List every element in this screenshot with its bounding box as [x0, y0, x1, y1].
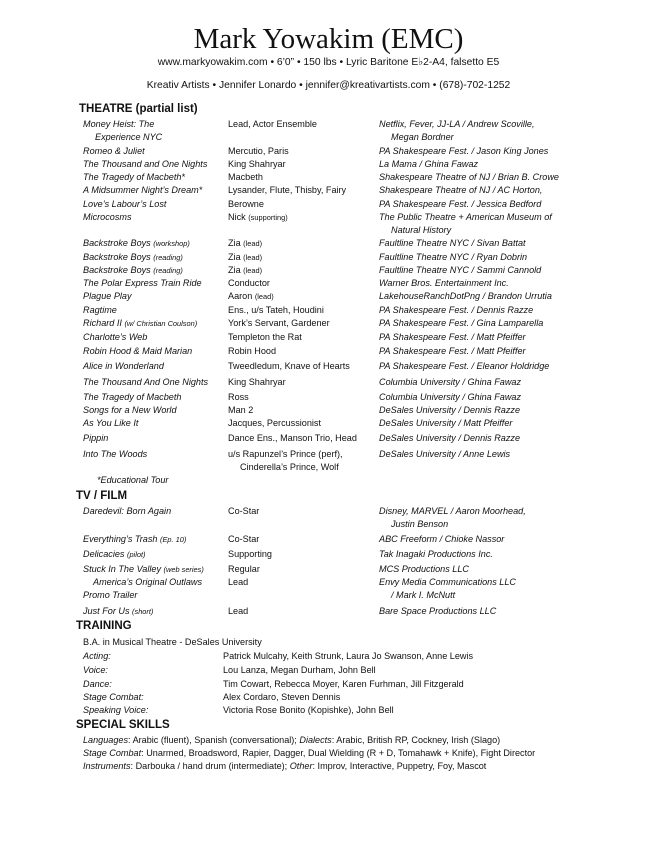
credit-company-text: Bare Space Productions LLC	[379, 606, 497, 616]
credit-company	[391, 589, 455, 602]
credit-row	[0, 360, 657, 372]
credit-show	[97, 474, 168, 487]
credit-row	[0, 404, 657, 416]
credit-show	[83, 251, 183, 264]
training-label: Voice:	[83, 665, 108, 675]
credit-show-text: Everything’s Trash	[83, 534, 158, 544]
skills-heading: SPECIAL SKILLS	[76, 719, 170, 731]
credit-role	[228, 533, 259, 546]
credit-row	[0, 417, 657, 429]
training-value: Alex Cordaro, Steven Dennis	[223, 692, 341, 702]
training-label: Dance:	[83, 679, 112, 689]
credit-show	[83, 548, 145, 561]
credit-role	[228, 376, 286, 389]
credit-company-text: PA Shakespeare Fest. / Jason King Jones	[379, 146, 549, 156]
credit-show-text: Into The Woods	[83, 449, 148, 459]
credit-role-text: Supporting	[228, 549, 272, 559]
credit-row	[0, 533, 657, 545]
credit-show-note: (web series)	[163, 565, 204, 574]
training-value: Tim Cowart, Rebecca Moyer, Karen Furhman, Jill Fitzgerald	[223, 679, 464, 689]
credit-row	[0, 563, 657, 575]
training-degree	[0, 636, 657, 648]
credit-role-text: Dance Ens., Manson Trio, Head	[228, 433, 357, 443]
credit-row	[0, 448, 657, 460]
credit-role	[228, 417, 321, 430]
credit-company	[379, 448, 510, 461]
credit-role-text: Nick	[228, 212, 246, 222]
credit-show-text: *Educational Tour	[97, 475, 169, 485]
credit-role-note: (lead)	[254, 292, 274, 301]
credit-company-text: DeSales University / Dennis Razze	[379, 405, 521, 415]
credit-company-text: Columbia University / Ghina Fawaz	[379, 377, 522, 387]
credit-row	[0, 548, 657, 560]
credit-show-text: The Tragedy of Macbeth*	[83, 172, 185, 182]
credit-company-text: PA Shakespeare Fest. / Jessica Bedford	[379, 199, 542, 209]
credit-row	[0, 331, 657, 343]
credit-show	[83, 158, 207, 171]
credit-show-text: Stuck In The Valley	[83, 564, 162, 574]
credit-show-text: Money Heist: The	[83, 119, 155, 129]
credit-show-text: Romeo & Juliet	[83, 146, 145, 156]
contact-line-agency: Kreativ Artists • Jennifer Lonardo • jennifer@kreativartists.com • (678)-702-1252	[146, 80, 511, 91]
credit-company	[379, 304, 533, 317]
credit-company	[391, 131, 454, 144]
credit-role	[228, 505, 259, 518]
credit-role	[228, 304, 324, 317]
credit-show	[83, 290, 132, 303]
credit-row	[0, 131, 657, 143]
credit-role-text: Zia	[228, 265, 241, 275]
credit-row	[0, 461, 657, 473]
credit-company-text: Natural History	[391, 225, 452, 235]
credit-company-text: DeSales University / Matt Pfeiffer	[379, 418, 513, 428]
credit-company-text: Tak Inagaki Productions Inc.	[379, 549, 493, 559]
credit-role-text: Berowne	[228, 199, 264, 209]
skills-line-stage-combat	[83, 747, 535, 759]
credit-company-text: Netflix, Fever, JJ-LA / Andrew Scoville,	[379, 119, 535, 129]
credit-role-note: (supporting)	[248, 213, 288, 222]
credit-show	[83, 417, 138, 430]
credit-role-text: Ross	[228, 392, 249, 402]
credit-company	[379, 391, 521, 404]
credit-show	[93, 576, 202, 589]
training-row	[0, 691, 657, 703]
credit-company	[379, 345, 526, 358]
credit-row	[0, 576, 657, 588]
credit-show	[83, 605, 153, 618]
credit-company-text: Faultline Theatre NYC / Sivan Battat	[379, 238, 526, 248]
credit-row	[0, 277, 657, 289]
credit-row	[0, 304, 657, 316]
credit-role-text: York’s Servant, Gardener	[228, 318, 330, 328]
credit-show	[83, 391, 181, 404]
credit-show-note: (reading)	[153, 266, 183, 275]
credit-role-text: Conductor	[228, 278, 270, 288]
credit-row	[0, 605, 657, 617]
credit-show	[83, 277, 202, 290]
credit-show	[83, 432, 108, 445]
credit-role	[228, 331, 302, 344]
credit-show-text: The Polar Express Train Ride	[83, 278, 202, 288]
credit-role	[228, 548, 272, 561]
credit-show-text: Alice in Wonderland	[83, 361, 164, 371]
skill-label: Other	[289, 761, 313, 771]
credit-row	[0, 171, 657, 183]
credit-company-text: DeSales University / Anne Lewis	[379, 449, 511, 459]
credit-company	[379, 198, 541, 211]
credit-role-text: Robin Hood	[228, 346, 277, 356]
credit-company-text: Disney, MARVEL / Aaron Moorhead,	[379, 506, 526, 516]
credit-row	[0, 290, 657, 302]
credit-role	[228, 277, 270, 290]
credit-show	[83, 304, 117, 317]
credit-company	[379, 290, 552, 303]
training-label: Speaking Voice:	[83, 705, 149, 715]
training-row	[0, 678, 657, 690]
credit-company	[379, 605, 496, 618]
credit-role	[228, 198, 264, 211]
credit-row	[0, 505, 657, 517]
credit-row	[0, 237, 657, 249]
credit-role	[228, 605, 248, 618]
credit-role	[228, 576, 248, 589]
credit-show	[95, 131, 162, 144]
credit-company-text: / Mark I. McNutt	[391, 590, 456, 600]
credit-show-note: (pilot)	[126, 550, 146, 559]
credit-show-text: Backstroke Boys	[83, 265, 151, 275]
credit-company	[379, 505, 526, 518]
credit-company-text: Megan Bordner	[391, 132, 454, 142]
credit-show	[83, 448, 147, 461]
credit-company	[379, 331, 526, 344]
credit-role	[228, 237, 262, 250]
credit-show-text: Daredevil: Born Again	[83, 506, 172, 516]
credit-role	[228, 432, 357, 445]
credit-role	[228, 184, 346, 197]
credit-company-text: PA Shakespeare Fest. / Matt Pfeiffer	[379, 346, 526, 356]
training-value: Victoria Rose Bonito (Kopishke), John Bell	[223, 705, 394, 715]
credit-row	[0, 184, 657, 196]
credit-show	[83, 376, 208, 389]
credit-show	[83, 345, 192, 358]
credit-role-text: King Shahryar	[228, 159, 286, 169]
credit-role	[228, 118, 317, 131]
credit-role-text: Zia	[228, 252, 241, 262]
credit-company	[379, 432, 520, 445]
credit-show	[83, 171, 185, 184]
credit-company-text: DeSales University / Dennis Razze	[379, 433, 521, 443]
credit-show-text: Pippin	[83, 433, 109, 443]
credit-role-note: (lead)	[243, 239, 263, 248]
credit-role-text: Templeton the Rat	[228, 332, 302, 342]
credit-company	[379, 404, 520, 417]
credit-role	[228, 317, 330, 330]
credit-row	[0, 518, 657, 530]
credit-role	[228, 404, 253, 417]
credit-show-note: (workshop)	[153, 239, 190, 248]
credit-role-text: Jacques, Percussionist	[228, 418, 322, 428]
training-label: Stage Combat:	[83, 692, 144, 702]
credit-show-text: The Tragedy of Macbeth	[83, 392, 182, 402]
credit-company	[379, 417, 512, 430]
credit-role	[228, 360, 350, 373]
credit-role-text: Ens., u/s Tateh, Houdini	[228, 305, 324, 315]
skill-text: : Arabic, British RP, Cockney, Irish (Slago)	[331, 735, 501, 745]
credit-show-text: Richard II	[83, 318, 122, 328]
credit-company-text: MCS Productions LLC	[379, 564, 469, 574]
credit-company-text: La Mama / Ghina Fawaz	[379, 159, 479, 169]
credit-show	[83, 331, 147, 344]
credit-show	[83, 563, 204, 576]
credit-role-text: Tweedledum, Knave of Hearts	[228, 361, 350, 371]
credit-show-note: (w/ Christian Coulson)	[124, 319, 198, 328]
credit-company	[379, 171, 559, 184]
skill-text: : Improv, Interactive, Puppetry, Foy, Mascot	[312, 761, 487, 771]
training-row	[0, 704, 657, 716]
credit-row	[0, 474, 657, 486]
credit-show	[83, 589, 137, 602]
credit-row	[0, 345, 657, 357]
credit-show-text: Backstroke Boys	[83, 252, 151, 262]
credit-role	[228, 391, 249, 404]
credit-show	[83, 211, 132, 224]
credit-row	[0, 589, 657, 601]
credit-show-text: Robin Hood & Maid Marian	[83, 346, 193, 356]
skill-text: : Unarmed, Broadsword, Rapier, Dagger, Dual Wielding (R + D, Tomahawk + Knife), Fight Director	[141, 748, 536, 758]
credit-show-text: Ragtime	[83, 305, 117, 315]
credit-show-text: America’s Original Outlaws	[93, 577, 202, 587]
credit-company	[379, 360, 549, 373]
credit-company-text: Faultline Theatre NYC / Ryan Dobrin	[379, 252, 528, 262]
credit-show-text: Promo Trailer	[83, 590, 138, 600]
credit-show	[83, 505, 171, 518]
credit-role-text: Lysander, Flute, Thisby, Fairy	[228, 185, 347, 195]
credit-role-note: (lead)	[243, 266, 263, 275]
credit-role	[228, 171, 263, 184]
credit-role	[228, 264, 262, 277]
credit-role	[228, 563, 260, 576]
credit-show-text: Backstroke Boys	[83, 238, 151, 248]
actor-name: Mark Yowakim (EMC)	[193, 23, 464, 55]
credit-show	[83, 184, 202, 197]
credit-company-text: Shakespeare Theatre of NJ / AC Horton,	[379, 185, 543, 195]
credit-company-text: Shakespeare Theatre of NJ / Brian B. Crowe	[379, 172, 559, 182]
credit-show	[83, 264, 183, 277]
credit-row	[0, 198, 657, 210]
training-value: Patrick Mulcahy, Keith Strunk, Laura Jo Swanson, Anne Lewis	[223, 651, 474, 661]
credit-role-text: Man 2	[228, 405, 254, 415]
credit-company	[379, 563, 469, 576]
credit-role	[228, 211, 288, 224]
credit-company	[391, 224, 451, 237]
credit-role	[228, 145, 289, 158]
credit-show-text: The Thousand and One Nights	[83, 159, 208, 169]
credit-role-text: Lead	[228, 606, 249, 616]
credit-row	[0, 391, 657, 403]
credit-company	[379, 277, 509, 290]
credit-show	[83, 118, 154, 131]
contact-line-website: www.markyowakim.com • 6’0” • 150 lbs • Lyric Baritone E♭2-A4, falsetto E5	[157, 57, 500, 68]
credit-row	[0, 317, 657, 329]
credit-company-text: Envy Media Communications LLC	[379, 577, 516, 587]
credit-company	[391, 518, 448, 531]
training-label: Acting:	[83, 651, 111, 661]
credit-show	[83, 145, 145, 158]
credit-company	[379, 317, 543, 330]
credit-role-text: Macbeth	[228, 172, 263, 182]
credit-show	[83, 404, 177, 417]
credit-row	[0, 145, 657, 157]
credit-show-text: Songs for a New World	[83, 405, 177, 415]
credit-company-text: Faultline Theatre NYC / Sammi Cannold	[379, 265, 542, 275]
credit-company-text: ABC Freeform / Chioke Nassor	[379, 534, 505, 544]
credit-role-text: Cinderella’s Prince, Wolf	[240, 462, 339, 472]
skill-text: : Darbouka / hand drum (intermediate);	[130, 761, 290, 771]
credit-show-note: (reading)	[153, 253, 183, 262]
credit-row	[0, 264, 657, 276]
credit-show	[83, 317, 197, 330]
training-row	[0, 650, 657, 662]
credit-row	[0, 224, 657, 236]
credit-company-text: Justin Benson	[391, 519, 449, 529]
credit-row	[0, 211, 657, 223]
credit-company-text: The Public Theatre + American Museum of	[379, 212, 552, 222]
credit-show-note: (short)	[132, 607, 154, 616]
credit-show-text: A Midsummer Night’s Dream*	[83, 185, 203, 195]
skill-label: Dialects	[299, 735, 332, 745]
skills-line-languages	[83, 734, 500, 746]
credit-role-text: Mercutio, Paris	[228, 146, 289, 156]
skill-label: Instruments	[83, 761, 131, 771]
credit-role-text: Lead, Actor Ensemble	[228, 119, 317, 129]
credit-role-note: (lead)	[243, 253, 263, 262]
credit-company	[379, 237, 526, 250]
credit-row	[0, 118, 657, 130]
credit-show	[83, 237, 190, 250]
credit-company-text: PA Shakespeare Fest. / Matt Pfeiffer	[379, 332, 526, 342]
credit-role	[228, 158, 286, 171]
training-row	[0, 664, 657, 676]
credit-role-text: Co-Star	[228, 534, 260, 544]
credit-company	[379, 548, 493, 561]
credit-company-text: Warner Bros. Entertainment Inc.	[379, 278, 509, 288]
credit-role	[240, 461, 339, 474]
credit-role-text: Lead	[228, 577, 249, 587]
credit-show-note: (Ep. 10)	[160, 535, 187, 544]
credit-company-text: Columbia University / Ghina Fawaz	[379, 392, 522, 402]
credit-company	[379, 145, 548, 158]
credit-show-text: Microcosms	[83, 212, 132, 222]
credit-role-text: Regular	[228, 564, 260, 574]
skill-label: Languages	[83, 735, 129, 745]
training-heading: TRAINING	[76, 620, 132, 632]
credit-role	[228, 251, 262, 264]
degree-text: B.A. in Musical Theatre - DeSales University	[83, 637, 262, 647]
credit-role	[228, 345, 276, 358]
credit-company-text: LakehouseRanchDotPng / Brandon Urrutia	[379, 291, 552, 301]
skill-label: Stage Combat	[83, 748, 142, 758]
credit-show-text: Experience NYC	[95, 132, 163, 142]
credit-role-text: Aaron	[228, 291, 253, 301]
credit-company-text: PA Shakespeare Fest. / Eleanor Holdridge	[379, 361, 550, 371]
credit-company-text: PA Shakespeare Fest. / Gina Lamparella	[379, 318, 544, 328]
credit-show-text: Charlotte’s Web	[83, 332, 148, 342]
credit-company-text: PA Shakespeare Fest. / Dennis Razze	[379, 305, 534, 315]
credit-show	[83, 533, 186, 546]
credit-row	[0, 432, 657, 444]
credit-role-text: Zia	[228, 238, 241, 248]
credit-role	[228, 290, 274, 303]
credit-show-text: The Thousand And One Nights	[83, 377, 209, 387]
credit-company	[379, 533, 504, 546]
credit-row	[0, 376, 657, 388]
credit-show	[83, 360, 164, 373]
credit-row	[0, 251, 657, 263]
credit-company	[379, 211, 552, 224]
tvfilm-heading: TV / FILM	[76, 490, 128, 502]
credit-row	[0, 158, 657, 170]
credit-company	[379, 251, 527, 264]
credit-company	[379, 158, 478, 171]
training-value: Lou Lanza, Megan Durham, John Bell	[223, 665, 376, 675]
skill-text: : Arabic (fluent), Spanish (conversational);	[128, 735, 300, 745]
credit-role-text: u/s Rapunzel’s Prince (perf),	[228, 449, 343, 459]
credit-show-text: Delicacies	[83, 549, 125, 559]
credit-company	[379, 184, 542, 197]
theatre-heading: THEATRE (partial list)	[79, 103, 198, 115]
credit-show-text: Plague Play	[83, 291, 132, 301]
credit-role	[228, 448, 343, 461]
credit-company	[379, 118, 535, 131]
credit-show-text: Love’s Labour’s Lost	[83, 199, 167, 209]
credit-company	[379, 264, 541, 277]
credit-show-text: As You Like It	[83, 418, 139, 428]
credit-company	[379, 376, 521, 389]
credit-role-text: King Shahryar	[228, 377, 286, 387]
credit-show	[83, 198, 166, 211]
credit-show-text: Just For Us	[83, 606, 130, 616]
credit-role-text: Co-Star	[228, 506, 260, 516]
credit-company	[379, 576, 516, 589]
skills-line-instruments	[83, 760, 486, 772]
